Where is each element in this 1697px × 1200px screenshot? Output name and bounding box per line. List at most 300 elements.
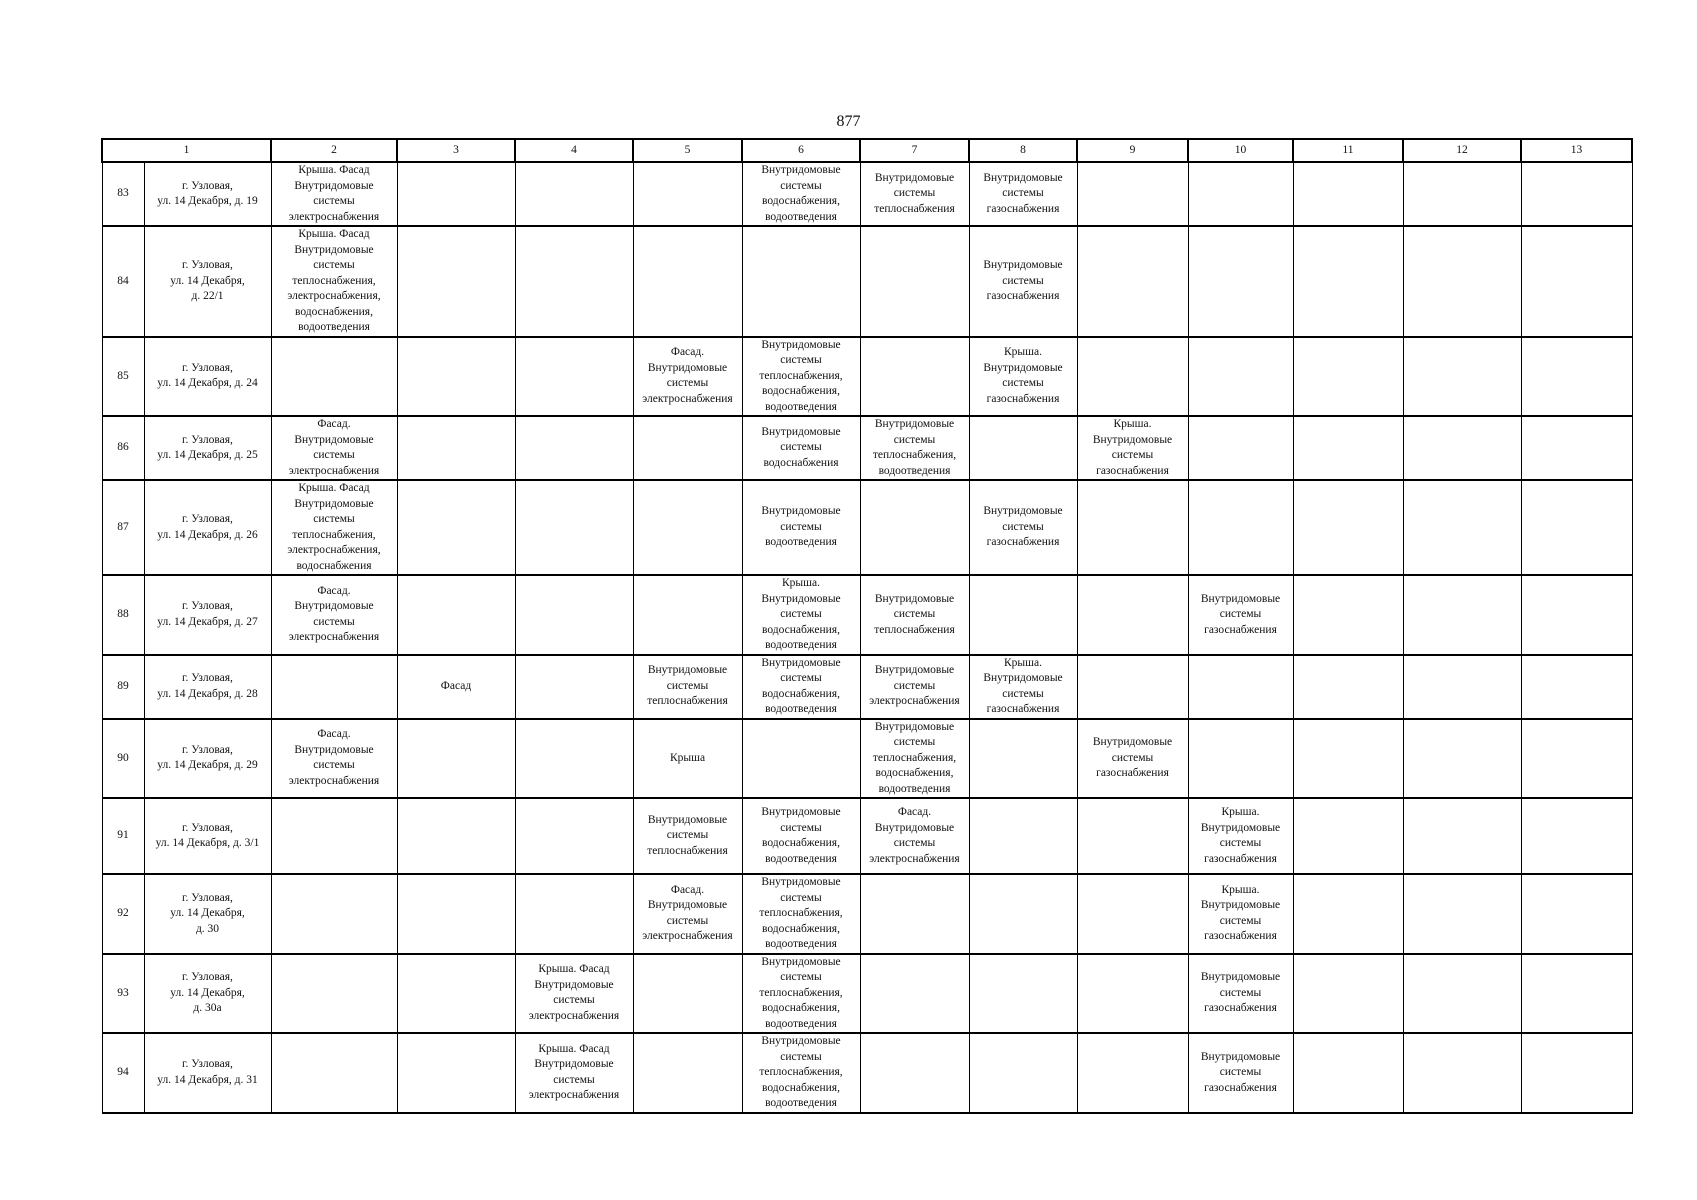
- row-number: 89: [102, 655, 144, 719]
- work-cell: [969, 874, 1077, 954]
- work-line: Внутридомовые: [761, 806, 841, 818]
- work-line: водоснабжения,: [762, 1081, 840, 1094]
- work-line: системы: [1002, 274, 1044, 287]
- row-number: 87: [102, 480, 144, 575]
- work-cell: [1188, 162, 1293, 226]
- work-line: Внутридомовые: [761, 425, 841, 438]
- work-line: системы: [780, 520, 822, 533]
- address-line: г. Узловая,: [182, 179, 233, 192]
- work-line: Внутридомовые: [534, 978, 614, 991]
- work-cell: [1293, 162, 1403, 226]
- work-cell: [1077, 719, 1188, 799]
- work-line: системы: [1111, 449, 1154, 461]
- work-line: Внутридомовые: [1200, 971, 1281, 983]
- work-line: системы: [780, 672, 822, 684]
- column-header: 13: [1521, 139, 1632, 162]
- address-cell: [144, 655, 271, 719]
- work-line: водоотведения: [765, 852, 837, 865]
- address-line: ул. 14 Декабря,: [170, 907, 245, 919]
- work-line: системы: [1219, 1066, 1262, 1078]
- column-header: 8: [969, 139, 1077, 162]
- work-cell: [515, 1033, 633, 1113]
- work-cell: [271, 226, 397, 337]
- table-row: [102, 575, 1632, 655]
- work-line: газоснабжения: [1204, 930, 1277, 943]
- work-line: электроснабжения: [528, 1089, 620, 1102]
- address-line: д. 30: [195, 922, 220, 935]
- work-line: электроснабжения: [288, 464, 380, 477]
- work-line: системы: [893, 837, 936, 849]
- work-line: газоснабжения: [1204, 852, 1277, 865]
- work-line: Внутридомовые: [294, 433, 374, 446]
- address-line: ул. 14 Декабря, д. 26: [157, 528, 258, 541]
- work-line: электроснабжения,: [287, 290, 381, 302]
- work-cell: [1521, 162, 1632, 226]
- work-line: газоснабжения: [1096, 464, 1169, 477]
- address-cell: [144, 954, 271, 1034]
- work-line: Крыша.: [1113, 418, 1152, 430]
- address-cell: [144, 798, 271, 874]
- address-cell: [144, 874, 271, 954]
- work-cell: [1077, 337, 1188, 417]
- address-line: г. Узловая,: [182, 821, 233, 834]
- work-cell: [1521, 337, 1632, 417]
- work-line: системы: [1111, 751, 1154, 764]
- work-cell: [271, 575, 397, 655]
- table-row: [102, 798, 1632, 874]
- address-cell: [144, 575, 271, 655]
- work-line: теплоснабжения,: [759, 907, 843, 919]
- address-line: ул. 14 Декабря, д. 19: [157, 195, 258, 207]
- work-line: Внутридомовые: [983, 672, 1063, 684]
- work-line: Внутридомовые: [294, 743, 374, 756]
- work-cell: [397, 337, 515, 417]
- work-line: электроснабжения: [528, 1009, 620, 1022]
- address-cell: [144, 480, 271, 575]
- work-cell: [1403, 719, 1521, 799]
- work-cell: [1403, 226, 1521, 337]
- work-line: водоотведения: [878, 464, 951, 477]
- work-line: Крыша.: [1221, 806, 1260, 818]
- work-line: системы: [893, 433, 936, 446]
- work-line: теплоснабжения: [874, 202, 955, 215]
- work-line: Внутридомовые: [1200, 821, 1281, 834]
- work-line: водоснабжения,: [762, 1002, 840, 1014]
- work-line: системы: [893, 187, 936, 200]
- work-cell: [271, 655, 397, 719]
- work-cell: [271, 337, 397, 417]
- table-row: [102, 226, 1632, 337]
- work-cell: [1403, 337, 1521, 417]
- work-cell: [1188, 575, 1293, 655]
- work-cell: [271, 798, 397, 874]
- work-cell: [1293, 575, 1403, 655]
- work-cell: [1293, 655, 1403, 719]
- address-line: г. Узловая,: [182, 891, 233, 904]
- work-line: системы: [313, 195, 355, 207]
- work-cell: [1293, 1033, 1403, 1113]
- column-header: 10: [1188, 139, 1293, 162]
- row-number: 85: [102, 337, 144, 417]
- work-cell: [1188, 416, 1293, 480]
- work-line: Внутридомовые: [761, 338, 841, 351]
- work-cell: [1293, 954, 1403, 1034]
- table-row: [102, 337, 1632, 417]
- address-line: г. Узловая,: [182, 672, 233, 684]
- column-header: 7: [860, 139, 969, 162]
- work-line: теплоснабжения: [647, 844, 728, 857]
- work-cell: [742, 1033, 860, 1113]
- work-line: Внутридомовые: [647, 813, 728, 826]
- work-line: Внутридомовые: [1200, 1050, 1281, 1063]
- table-row: [102, 719, 1632, 799]
- work-line: системы: [780, 608, 822, 620]
- work-cell: [860, 798, 969, 874]
- work-cell: [860, 1033, 969, 1113]
- work-cell: [1521, 226, 1632, 337]
- work-line: водоотведения: [765, 1097, 837, 1109]
- work-line: системы: [893, 679, 936, 692]
- table-row: [102, 416, 1632, 480]
- address-line: ул. 14 Декабря, д. 25: [157, 449, 258, 461]
- work-cell: [1521, 1033, 1632, 1113]
- work-line: Внутридомовые: [874, 821, 955, 834]
- work-line: водоснабжения,: [762, 385, 840, 397]
- address-line: г. Узловая,: [182, 600, 233, 613]
- work-line: водоотведения: [765, 536, 837, 549]
- work-cell: [1403, 798, 1521, 874]
- work-line: Крыша.: [782, 577, 820, 589]
- work-cell: [969, 719, 1077, 799]
- work-line: Внутридомовые: [534, 1058, 614, 1071]
- work-line: водоснабжения,: [762, 687, 840, 700]
- column-header: 3: [397, 139, 515, 162]
- work-cell: [1403, 416, 1521, 480]
- work-line: Фасад.: [670, 883, 705, 896]
- work-cell: [1188, 719, 1293, 799]
- work-line: газоснабжения: [986, 536, 1060, 549]
- work-line: газоснабжения: [986, 703, 1060, 715]
- work-cell: [742, 337, 860, 417]
- work-cell: [969, 226, 1077, 337]
- work-line: Крыша.: [1004, 346, 1042, 359]
- work-line: Крыша. Фасад: [298, 164, 370, 176]
- work-line: Фасад.: [897, 806, 932, 818]
- address-line: г. Узловая,: [182, 361, 233, 374]
- work-cell: [1293, 416, 1403, 480]
- work-line: электроснабжения: [288, 210, 380, 223]
- work-line: Внутридомовые: [874, 171, 955, 184]
- work-cell: [969, 655, 1077, 719]
- work-line: системы: [313, 513, 355, 525]
- work-cell: [1403, 575, 1521, 655]
- work-line: электроснабжения,: [287, 544, 381, 556]
- work-cell: [633, 337, 742, 417]
- work-cell: [1077, 480, 1188, 575]
- work-line: водоснабжения: [296, 559, 372, 572]
- work-cell: [633, 575, 742, 655]
- work-line: водоснабжения,: [762, 922, 840, 935]
- work-cell: [969, 954, 1077, 1034]
- work-cell: [742, 954, 860, 1034]
- column-header: 1: [102, 139, 271, 162]
- work-cell: [271, 416, 397, 480]
- work-line: системы: [553, 994, 595, 1007]
- work-line: Фасад: [440, 679, 472, 692]
- work-cell: [969, 1033, 1077, 1113]
- work-cell: [1188, 1033, 1293, 1113]
- work-line: системы: [1002, 520, 1044, 533]
- work-cell: [742, 655, 860, 719]
- work-cell: [633, 954, 742, 1034]
- column-header: 4: [515, 139, 633, 162]
- column-header: 6: [742, 139, 860, 162]
- work-line: Внутридомовые: [874, 720, 955, 733]
- work-cell: [969, 416, 1077, 480]
- work-cell: [271, 954, 397, 1034]
- work-line: Крыша.: [1004, 656, 1042, 669]
- work-cell: [1188, 655, 1293, 719]
- work-line: системы: [893, 736, 936, 748]
- work-line: Внутридомовые: [983, 259, 1063, 271]
- work-cell: [397, 655, 515, 719]
- work-cell: [397, 162, 515, 226]
- row-number: 94: [102, 1033, 144, 1113]
- work-line: Фасад.: [317, 728, 351, 741]
- work-line: Внутридомовые: [983, 361, 1063, 374]
- work-line: газоснабжения: [1204, 1081, 1277, 1094]
- work-cell: [1188, 874, 1293, 954]
- work-cell: [860, 719, 969, 799]
- address-line: ул. 14 Декабря, д. 3/1: [155, 837, 260, 849]
- address-cell: [144, 719, 271, 799]
- column-header: 5: [633, 139, 742, 162]
- work-cell: [860, 226, 969, 337]
- work-line: водоснабжения,: [295, 305, 373, 318]
- table-row: [102, 1033, 1632, 1113]
- address-line: д. 30а: [193, 1002, 222, 1014]
- work-cell: [1521, 798, 1632, 874]
- work-cell: [860, 480, 969, 575]
- work-line: электроснабжения: [869, 695, 960, 708]
- work-line: Крыша. Фасад: [538, 1042, 610, 1055]
- work-line: Внутридомовые: [294, 600, 374, 613]
- work-line: системы: [1002, 187, 1044, 200]
- work-cell: [1188, 480, 1293, 575]
- work-line: системы: [1002, 687, 1044, 700]
- work-cell: [1077, 1033, 1188, 1113]
- work-line: Внутридомовые: [647, 361, 728, 374]
- work-cell: [1521, 575, 1632, 655]
- work-line: Внутридомовые: [1092, 736, 1173, 748]
- work-cell: [1403, 1033, 1521, 1113]
- work-cell: [515, 162, 633, 226]
- work-line: Внутридомовые: [874, 418, 955, 430]
- work-cell: [1521, 954, 1632, 1034]
- work-line: системы: [1219, 914, 1262, 927]
- work-line: системы: [313, 259, 355, 271]
- work-cell: [1521, 480, 1632, 575]
- address-line: г. Узловая,: [182, 259, 233, 271]
- address-cell: [144, 162, 271, 226]
- work-cell: [271, 874, 397, 954]
- work-cell: [397, 874, 515, 954]
- work-cell: [1403, 954, 1521, 1034]
- work-cell: [515, 226, 633, 337]
- work-line: системы: [553, 1073, 595, 1086]
- work-cell: [1188, 798, 1293, 874]
- work-cell: [1521, 719, 1632, 799]
- work-line: водоснабжения: [763, 456, 839, 469]
- work-cell: [1188, 226, 1293, 337]
- work-line: системы: [666, 679, 709, 692]
- work-line: теплоснабжения,: [292, 528, 376, 541]
- work-cell: [515, 480, 633, 575]
- address-line: ул. 14 Декабря,: [170, 986, 245, 999]
- work-cell: [633, 1033, 742, 1113]
- work-line: системы: [313, 615, 355, 628]
- work-line: Крыша.: [1221, 883, 1260, 896]
- work-line: Внутридомовые: [761, 876, 841, 888]
- address-cell: [144, 337, 271, 417]
- row-number: 86: [102, 416, 144, 480]
- row-number: 90: [102, 719, 144, 799]
- work-line: водоотведения: [765, 400, 837, 413]
- work-line: Внутридомовые: [294, 243, 374, 256]
- column-header: 12: [1403, 139, 1521, 162]
- address-line: г. Узловая,: [182, 433, 233, 446]
- work-line: водоотведения: [765, 703, 837, 715]
- column-header: 9: [1077, 139, 1188, 162]
- table-row: [102, 874, 1632, 954]
- table-row: [102, 655, 1632, 719]
- work-cell: [397, 1033, 515, 1113]
- work-cell: [1293, 719, 1403, 799]
- work-cell: [860, 162, 969, 226]
- page-number: 877: [836, 113, 861, 130]
- work-line: Крыша. Фасад: [538, 963, 610, 976]
- work-cell: [860, 655, 969, 719]
- work-line: Крыша. Фасад: [298, 228, 370, 240]
- work-line: Крыша: [669, 751, 706, 764]
- work-cell: [1293, 798, 1403, 874]
- work-cell: [1077, 655, 1188, 719]
- work-cell: [271, 480, 397, 575]
- work-line: системы: [780, 891, 822, 904]
- work-cell: [742, 416, 860, 480]
- work-cell: [397, 480, 515, 575]
- work-cell: [515, 337, 633, 417]
- work-cell: [397, 719, 515, 799]
- work-cell: [860, 575, 969, 655]
- work-cell: [271, 719, 397, 799]
- work-line: Внутридомовые: [647, 664, 728, 677]
- work-cell: [742, 480, 860, 575]
- work-line: системы: [313, 449, 355, 461]
- work-line: Внутридомовые: [1200, 899, 1281, 912]
- work-line: теплоснабжения,: [872, 449, 957, 461]
- work-cell: [515, 575, 633, 655]
- address-cell: [144, 1033, 271, 1113]
- repair-schedule-table: [101, 138, 1633, 1114]
- work-line: Внутридомовые: [983, 171, 1063, 184]
- work-cell: [860, 954, 969, 1034]
- work-cell: [742, 719, 860, 799]
- address-line: ул. 14 Декабря, д. 28: [157, 687, 258, 700]
- work-line: водоотведения: [765, 639, 837, 651]
- work-cell: [633, 416, 742, 480]
- work-cell: [1077, 798, 1188, 874]
- work-line: Внутридомовые: [874, 664, 955, 677]
- work-line: Внутридомовые: [761, 505, 841, 518]
- work-cell: [515, 874, 633, 954]
- work-line: газоснабжения: [986, 202, 1060, 215]
- table-row: [102, 954, 1632, 1034]
- work-cell: [742, 226, 860, 337]
- work-cell: [1188, 954, 1293, 1034]
- work-line: системы: [780, 971, 822, 983]
- work-cell: [515, 416, 633, 480]
- address-line: д. 22/1: [191, 290, 224, 302]
- work-cell: [633, 798, 742, 874]
- work-line: теплоснабжения,: [759, 986, 843, 999]
- row-number: 91: [102, 798, 144, 874]
- work-line: водоснабжения,: [762, 837, 840, 849]
- work-cell: [633, 655, 742, 719]
- work-cell: [969, 162, 1077, 226]
- address-line: г. Узловая,: [182, 743, 233, 756]
- work-cell: [1077, 162, 1188, 226]
- work-cell: [633, 480, 742, 575]
- work-cell: [633, 874, 742, 954]
- work-line: системы: [893, 608, 936, 620]
- work-line: водоотведения: [765, 1017, 837, 1030]
- work-cell: [1188, 337, 1293, 417]
- work-cell: [515, 655, 633, 719]
- work-cell: [1403, 480, 1521, 575]
- work-cell: [860, 337, 969, 417]
- work-cell: [397, 416, 515, 480]
- work-line: Внутридомовые: [1092, 433, 1173, 446]
- work-cell: [1293, 226, 1403, 337]
- work-line: водоснабжения,: [875, 767, 954, 779]
- table-row: [102, 480, 1632, 575]
- row-number: 88: [102, 575, 144, 655]
- work-line: Внутридомовые: [647, 899, 728, 912]
- work-line: водоотведения: [765, 938, 837, 950]
- work-line: системы: [1219, 837, 1262, 849]
- work-line: Внутридомовые: [761, 592, 841, 605]
- work-line: системы: [1002, 377, 1044, 390]
- work-line: теплоснабжения,: [872, 751, 957, 764]
- work-cell: [397, 798, 515, 874]
- work-line: Внутридомовые: [761, 164, 841, 176]
- address-line: г. Узловая,: [182, 1058, 233, 1071]
- work-cell: [742, 798, 860, 874]
- work-cell: [969, 337, 1077, 417]
- work-line: теплоснабжения,: [292, 274, 376, 287]
- work-line: Внутридомовые: [761, 656, 841, 669]
- work-cell: [1521, 655, 1632, 719]
- work-cell: [397, 575, 515, 655]
- work-line: Фасад.: [670, 346, 705, 359]
- work-cell: [397, 954, 515, 1034]
- work-line: водоснабжения,: [762, 195, 840, 207]
- address-line: г. Узловая,: [182, 513, 233, 525]
- work-line: системы: [780, 821, 822, 834]
- work-cell: [742, 575, 860, 655]
- address-cell: [144, 226, 271, 337]
